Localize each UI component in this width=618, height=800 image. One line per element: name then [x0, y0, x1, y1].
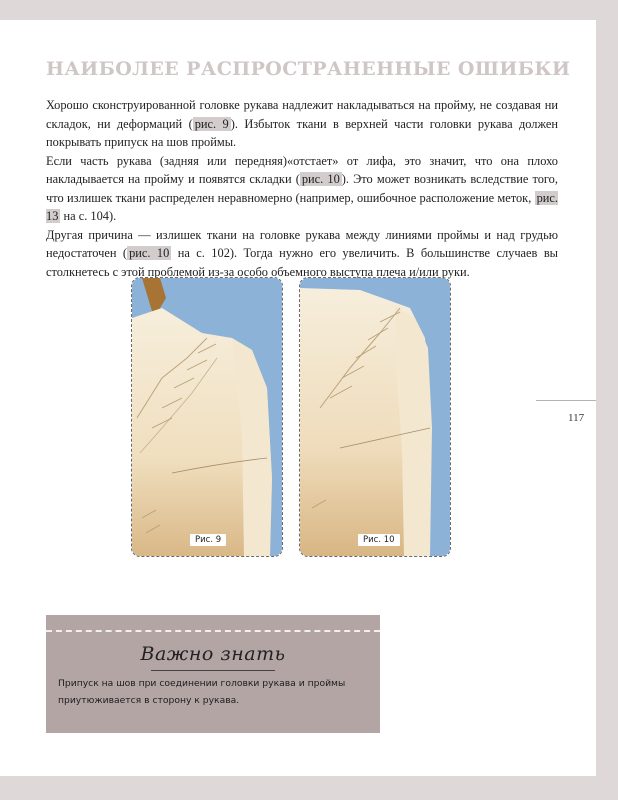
right-frame-bar	[596, 20, 618, 776]
paragraph-1: Хорошо сконструированной головке рукава надлежит накладываться на пройму, не создавая ни складок, ни деформаций ( рис. 9 ). Избыток ткани в верхней части головки рукава должен покрывать припуск на шов проймы.	[46, 98, 558, 149]
figure-reference: рис. 10	[129, 246, 170, 260]
figure-10-caption: Рис. 10	[358, 534, 400, 546]
section-heading: НАИБОЛЕЕ РАСПРОСТРАНЕННЫЕ ОШИБКИ	[46, 58, 571, 80]
page-number-rule	[536, 400, 596, 401]
paragraph-3: Другая причина — излишек ткани на головке рукава между линиями проймы и над грудью недостаточен ( рис. 10 на с. 102). Тогда нужно его увеличить. В большинстве случаев вы столкнетесь с этой проблемой из-за особо объемного выступа плеча и/или руки.	[46, 227, 559, 279]
important-note-box	[46, 615, 380, 733]
page-number: 117	[568, 412, 585, 424]
body-text	[46, 96, 558, 281]
figure-reference: рис. 13	[46, 190, 558, 223]
note-text: Припуск на шов при соединении головки рукава и проймы приутюживается в сторону к рукава.	[58, 678, 346, 706]
sleeve-fitting-illustration	[132, 278, 282, 556]
bottom-frame-bar	[0, 776, 618, 800]
figure-reference: рис. 9	[194, 116, 229, 131]
sleeve-fitting-illustration	[300, 278, 450, 556]
note-dashed-divider	[46, 630, 380, 632]
figure-9-caption: Рис. 9	[190, 534, 226, 546]
paragraph-2: Если часть рукава (задняя или передняя)«отстает» от лифа, это значит, что она плохо накладывается на пройму и появятся складки ( рис. 10 ). Это может возникать вследствие того, что излишек ткани распределен неравномерно (например, ошибочное расположение меток, рис. 13 на с. 104).	[46, 153, 558, 223]
figure-10-photo	[299, 277, 451, 557]
figure-9-photo	[131, 277, 283, 557]
top-frame-bar	[0, 0, 618, 20]
note-title-underline	[151, 670, 275, 671]
figure-reference: рис. 10	[301, 172, 340, 186]
note-title: Важно знать	[140, 643, 286, 665]
